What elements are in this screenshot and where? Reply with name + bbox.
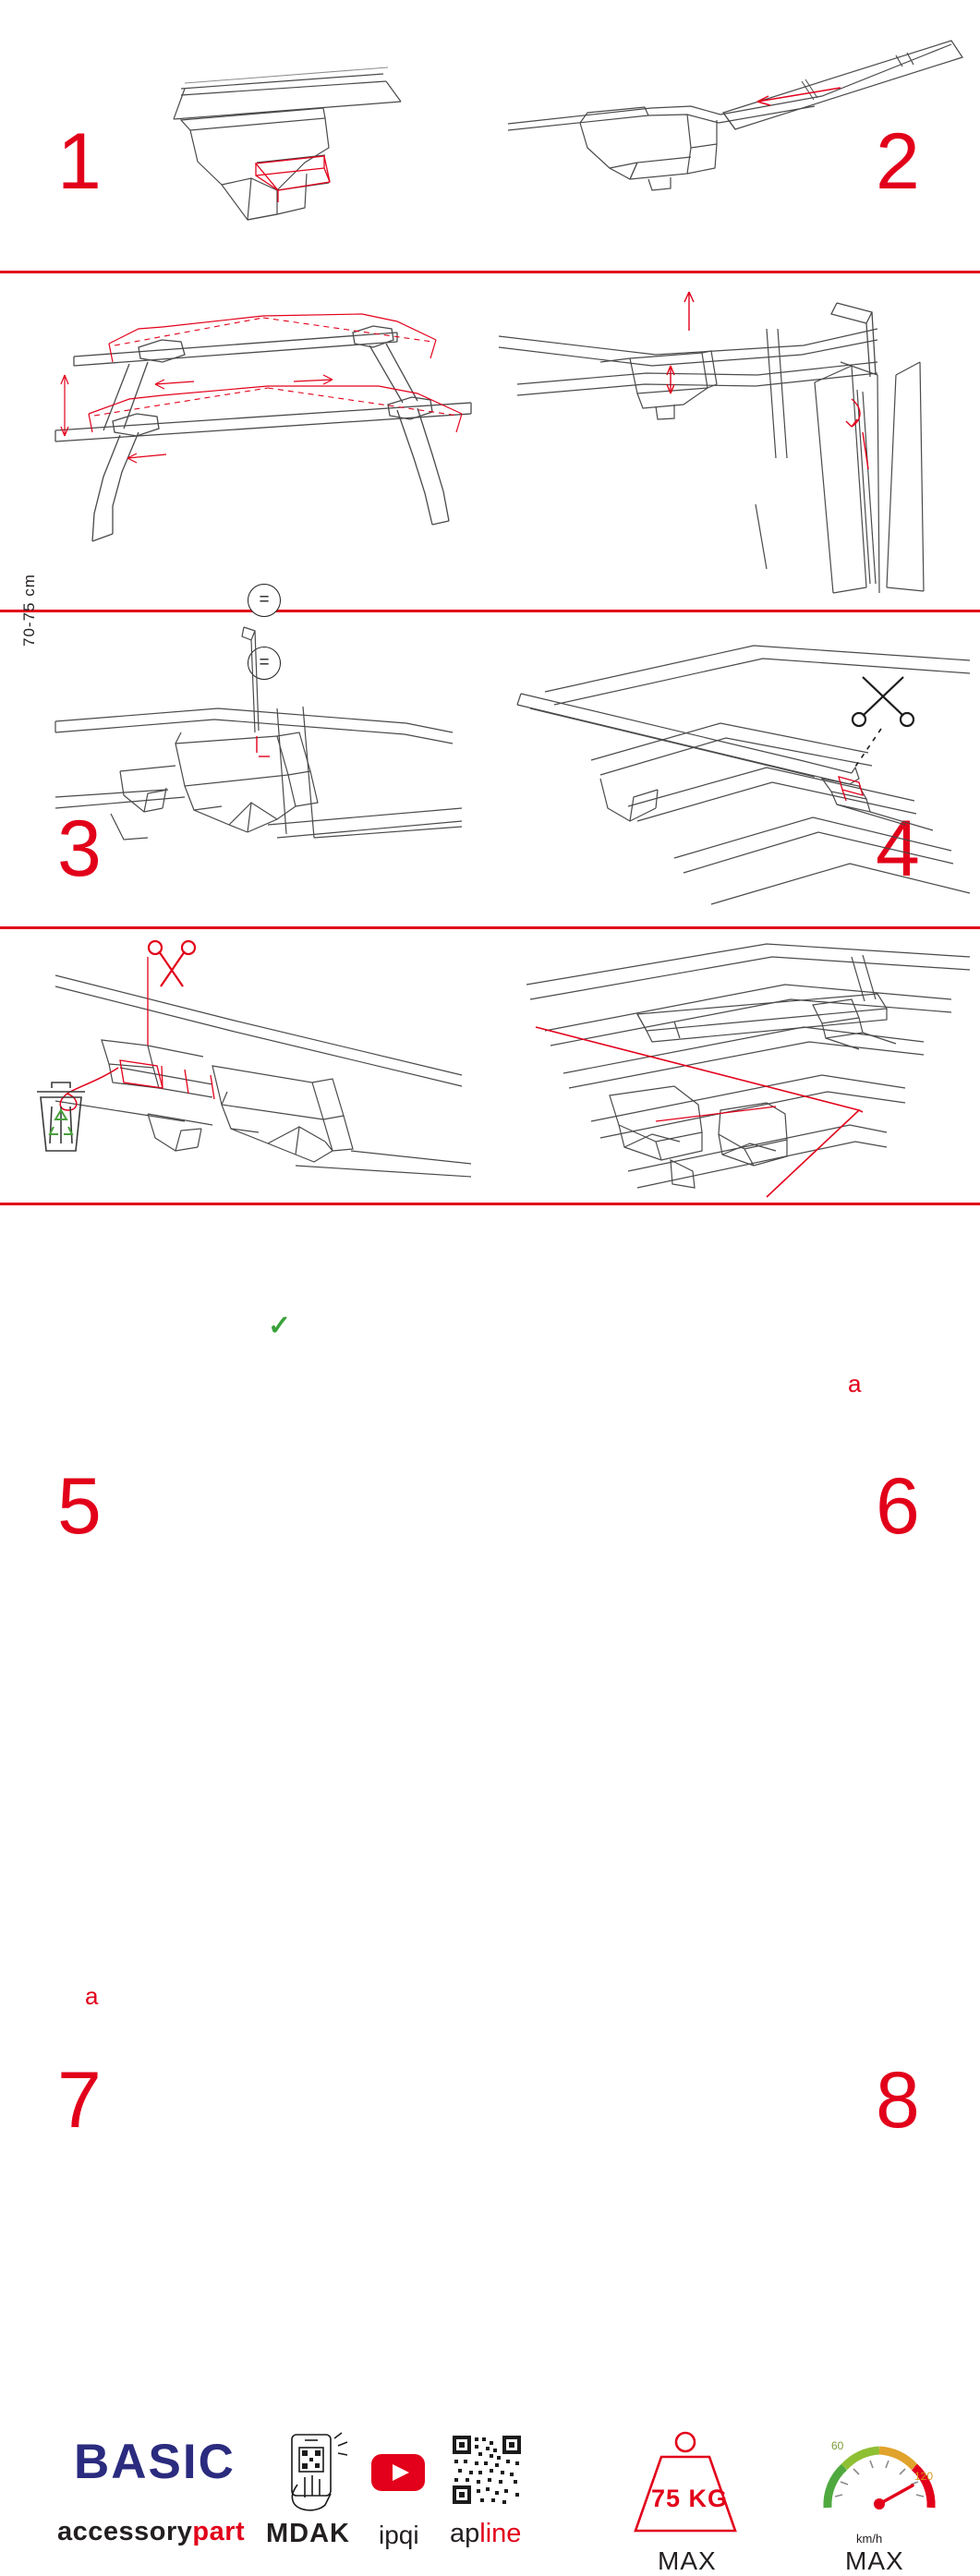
step-number-5: 5 bbox=[57, 1462, 102, 1551]
step-panel-3 bbox=[0, 273, 490, 893]
gauge-tick-120: 120 bbox=[914, 2470, 934, 2483]
brand-apline-part2: line bbox=[479, 2519, 522, 2548]
dimension-label: 70-75 cm bbox=[20, 574, 38, 647]
youtube-icon[interactable] bbox=[369, 2450, 430, 2495]
brand-ipqi: ipqi bbox=[379, 2521, 419, 2549]
max-load-value: 75 KG bbox=[651, 2485, 729, 2512]
brand-accessorypart-part2: part bbox=[192, 2517, 246, 2546]
step-number-1: 1 bbox=[57, 117, 102, 206]
step-panel-1 bbox=[0, 0, 490, 271]
phone-qr-icon bbox=[277, 2429, 357, 2514]
step-8-drawing bbox=[490, 929, 980, 1203]
step-panel-6 bbox=[490, 612, 980, 1551]
brand-apline bbox=[450, 2519, 521, 2549]
step-panel-7 bbox=[0, 929, 490, 2145]
equal-badge-bottom: = bbox=[248, 647, 281, 680]
qr-code-icon[interactable] bbox=[451, 2434, 526, 2509]
brand-apline-part1: ap bbox=[450, 2519, 480, 2548]
gauge-unit-label: km/h bbox=[856, 2532, 883, 2546]
step-3-drawing bbox=[0, 273, 490, 610]
gauge-tick-60: 60 bbox=[831, 2439, 844, 2452]
step-panel-8 bbox=[490, 929, 980, 2145]
brand-title-basic: BASIC bbox=[74, 2435, 236, 2489]
step-number-8: 8 bbox=[876, 2056, 920, 2145]
step-number-7: 7 bbox=[57, 2056, 102, 2145]
part-label-a-step7: a bbox=[85, 1982, 99, 2010]
max-speed-label: MAX bbox=[845, 2546, 904, 2575]
step-4-drawing bbox=[490, 273, 980, 610]
max-load-weight-icon bbox=[624, 2429, 763, 2535]
equal-badge-top: = bbox=[248, 584, 281, 617]
check-mark-icon: ✓ bbox=[268, 1311, 292, 1341]
step-6-drawing bbox=[490, 612, 980, 926]
step-panel-4 bbox=[490, 273, 980, 893]
step-panel-5 bbox=[0, 612, 490, 1551]
step-number-2: 2 bbox=[876, 117, 920, 206]
step-5-drawing bbox=[0, 612, 490, 926]
footer-brand-bar bbox=[0, 1205, 980, 2575]
max-load-label: MAX bbox=[658, 2546, 717, 2575]
step-number-3: 3 bbox=[57, 804, 102, 893]
step-7-drawing bbox=[0, 929, 490, 1203]
step-number-6: 6 bbox=[876, 1462, 920, 1551]
step-panel-2 bbox=[490, 0, 980, 271]
part-label-a-step6: a bbox=[848, 1370, 862, 1397]
brand-accessorypart bbox=[57, 2517, 245, 2547]
step-number-4: 4 bbox=[876, 804, 920, 893]
brand-accessorypart-part1: accessory bbox=[57, 2517, 193, 2546]
brand-mdak: MDAK bbox=[266, 2519, 350, 2548]
